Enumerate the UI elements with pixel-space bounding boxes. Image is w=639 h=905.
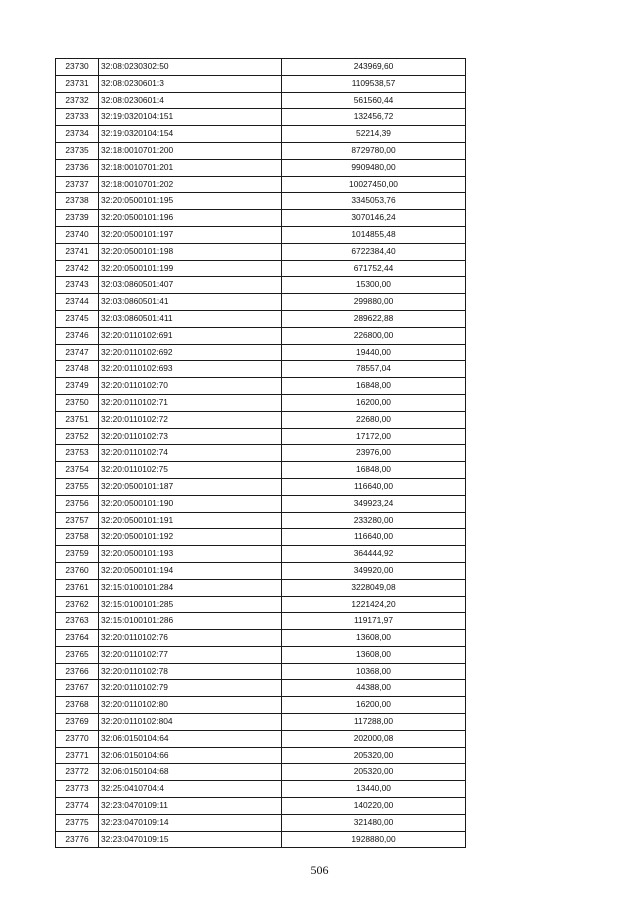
row-number-cell: 23756 [56,495,99,512]
row-number-cell: 23752 [56,428,99,445]
cadastral-number-cell: 32:18:0010701:200 [99,142,282,159]
row-number-cell: 23771 [56,747,99,764]
row-number-cell: 23758 [56,529,99,546]
registry-table-body [56,59,466,848]
table-row [56,646,466,663]
cadastral-number-cell: 32:20:0110102:73 [99,428,282,445]
table-row [56,59,466,76]
row-number-cell: 23734 [56,126,99,143]
cadastral-number-cell: 32:20:0500101:191 [99,512,282,529]
value-cell: 202000,08 [282,730,466,747]
value-cell: 561560,44 [282,92,466,109]
row-number-cell: 23754 [56,462,99,479]
row-number-cell: 23730 [56,59,99,76]
value-cell: 1928880,00 [282,831,466,848]
cadastral-number-cell: 32:08:0230302:50 [99,59,282,76]
cadastral-number-cell: 32:23:0470109:15 [99,831,282,848]
row-number-cell: 23743 [56,277,99,294]
table-row [56,109,466,126]
value-cell: 13608,00 [282,630,466,647]
table-row [56,210,466,227]
cadastral-number-cell: 32:23:0470109:14 [99,814,282,831]
value-cell: 78557,04 [282,361,466,378]
value-cell: 349920,00 [282,562,466,579]
table-row [56,730,466,747]
row-number-cell: 23757 [56,512,99,529]
value-cell: 22680,00 [282,411,466,428]
table-row [56,243,466,260]
row-number-cell: 23775 [56,814,99,831]
row-number-cell: 23759 [56,546,99,563]
table-row [56,596,466,613]
table-row [56,277,466,294]
cadastral-number-cell: 32:20:0110102:692 [99,344,282,361]
value-cell: 233280,00 [282,512,466,529]
value-cell: 16200,00 [282,394,466,411]
row-number-cell: 23732 [56,92,99,109]
table-row [56,411,466,428]
table-row [56,159,466,176]
cadastral-number-cell: 32:19:0320104:154 [99,126,282,143]
cadastral-number-cell: 32:20:0110102:693 [99,361,282,378]
row-number-cell: 23755 [56,478,99,495]
row-number-cell: 23768 [56,697,99,714]
cadastral-number-cell: 32:15:0100101:285 [99,596,282,613]
table-row [56,697,466,714]
row-number-cell: 23764 [56,630,99,647]
table-row [56,193,466,210]
cadastral-number-cell: 32:03:0860501:41 [99,294,282,311]
table-row [56,226,466,243]
row-number-cell: 23763 [56,613,99,630]
cadastral-number-cell: 32:20:0110102:74 [99,445,282,462]
row-number-cell: 23749 [56,378,99,395]
value-cell: 8729780,00 [282,142,466,159]
cadastral-number-cell: 32:20:0110102:78 [99,663,282,680]
value-cell: 226800,00 [282,327,466,344]
value-cell: 117288,00 [282,714,466,731]
value-cell: 16848,00 [282,378,466,395]
value-cell: 205320,00 [282,747,466,764]
row-number-cell: 23741 [56,243,99,260]
row-number-cell: 23739 [56,210,99,227]
row-number-cell: 23753 [56,445,99,462]
value-cell: 9909480,00 [282,159,466,176]
cadastral-number-cell: 32:20:0110102:79 [99,680,282,697]
table-row [56,680,466,697]
value-cell: 13440,00 [282,781,466,798]
table-row [56,75,466,92]
row-number-cell: 23762 [56,596,99,613]
row-number-cell: 23748 [56,361,99,378]
cadastral-number-cell: 32:20:0110102:75 [99,462,282,479]
cadastral-number-cell: 32:20:0500101:190 [99,495,282,512]
value-cell: 1109538,57 [282,75,466,92]
cadastral-number-cell: 32:15:0100101:284 [99,579,282,596]
cadastral-number-cell: 32:20:0110102:71 [99,394,282,411]
table-row [56,579,466,596]
value-cell: 364444,92 [282,546,466,563]
cadastral-number-cell: 32:03:0860501:411 [99,310,282,327]
row-number-cell: 23761 [56,579,99,596]
table-row [56,478,466,495]
table-row [56,781,466,798]
value-cell: 671752,44 [282,260,466,277]
table-row [56,798,466,815]
table-row [56,529,466,546]
table-row [56,562,466,579]
cadastral-number-cell: 32:25:0410704:4 [99,781,282,798]
row-number-cell: 23733 [56,109,99,126]
table-row [56,546,466,563]
table-row [56,747,466,764]
cadastral-number-cell: 32:15:0100101:286 [99,613,282,630]
table-row [56,361,466,378]
value-cell: 10368,00 [282,663,466,680]
row-number-cell: 23745 [56,310,99,327]
table-row [56,630,466,647]
value-cell: 17172,00 [282,428,466,445]
table-row [56,310,466,327]
cadastral-number-cell: 32:18:0010701:201 [99,159,282,176]
value-cell: 52214,39 [282,126,466,143]
table-row [56,92,466,109]
table-row [56,126,466,143]
value-cell: 23976,00 [282,445,466,462]
value-cell: 349923,24 [282,495,466,512]
row-number-cell: 23770 [56,730,99,747]
table-row [56,462,466,479]
value-cell: 19440,00 [282,344,466,361]
row-number-cell: 23766 [56,663,99,680]
row-number-cell: 23740 [56,226,99,243]
cadastral-number-cell: 32:20:0500101:199 [99,260,282,277]
cadastral-number-cell: 32:20:0500101:192 [99,529,282,546]
cadastral-number-cell: 32:20:0500101:194 [99,562,282,579]
cadastral-number-cell: 32:08:0230601:4 [99,92,282,109]
cadastral-number-cell: 32:08:0230601:3 [99,75,282,92]
value-cell: 205320,00 [282,764,466,781]
value-cell: 1221424,20 [282,596,466,613]
table-row [56,663,466,680]
row-number-cell: 23736 [56,159,99,176]
row-number-cell: 23767 [56,680,99,697]
table-row [56,260,466,277]
row-number-cell: 23731 [56,75,99,92]
registry-table [55,58,466,848]
table-row [56,428,466,445]
cadastral-number-cell: 32:20:0110102:72 [99,411,282,428]
row-number-cell: 23746 [56,327,99,344]
table-row [56,327,466,344]
value-cell: 289622,88 [282,310,466,327]
cadastral-number-cell: 32:06:0150104:68 [99,764,282,781]
cadastral-number-cell: 32:20:0500101:196 [99,210,282,227]
row-number-cell: 23744 [56,294,99,311]
cadastral-number-cell: 32:20:0500101:195 [99,193,282,210]
value-cell: 3345053,76 [282,193,466,210]
row-number-cell: 23742 [56,260,99,277]
value-cell: 119171,97 [282,613,466,630]
cadastral-number-cell: 32:20:0110102:804 [99,714,282,731]
table-row [56,831,466,848]
value-cell: 16200,00 [282,697,466,714]
cadastral-number-cell: 32:20:0500101:197 [99,226,282,243]
row-number-cell: 23773 [56,781,99,798]
value-cell: 140220,00 [282,798,466,815]
cadastral-number-cell: 32:20:0110102:70 [99,378,282,395]
value-cell: 116640,00 [282,478,466,495]
cadastral-number-cell: 32:20:0500101:193 [99,546,282,563]
cadastral-number-cell: 32:20:0500101:198 [99,243,282,260]
value-cell: 13608,00 [282,646,466,663]
cadastral-number-cell: 32:03:0860501:407 [99,277,282,294]
table-row [56,613,466,630]
value-cell: 299880,00 [282,294,466,311]
table-row [56,394,466,411]
row-number-cell: 23776 [56,831,99,848]
value-cell: 321480,00 [282,814,466,831]
value-cell: 10027450,00 [282,176,466,193]
row-number-cell: 23737 [56,176,99,193]
cadastral-number-cell: 32:20:0500101:187 [99,478,282,495]
row-number-cell: 23760 [56,562,99,579]
value-cell: 3228049,08 [282,579,466,596]
table-row [56,294,466,311]
cadastral-number-cell: 32:06:0150104:64 [99,730,282,747]
row-number-cell: 23751 [56,411,99,428]
cadastral-number-cell: 32:19:0320104:151 [99,109,282,126]
value-cell: 3070146,24 [282,210,466,227]
page-number: 506 [310,863,329,877]
value-cell: 1014855,48 [282,226,466,243]
table-row [56,814,466,831]
cadastral-number-cell: 32:06:0150104:66 [99,747,282,764]
row-number-cell: 23772 [56,764,99,781]
row-number-cell: 23769 [56,714,99,731]
table-row [56,512,466,529]
value-cell: 132456,72 [282,109,466,126]
value-cell: 243969,60 [282,59,466,76]
table-row [56,344,466,361]
cadastral-number-cell: 32:18:0010701:202 [99,176,282,193]
value-cell: 16848,00 [282,462,466,479]
cadastral-number-cell: 32:20:0110102:77 [99,646,282,663]
table-row [56,176,466,193]
table-row [56,142,466,159]
row-number-cell: 23747 [56,344,99,361]
cadastral-number-cell: 32:20:0110102:76 [99,630,282,647]
value-cell: 15300,00 [282,277,466,294]
table-row [56,495,466,512]
row-number-cell: 23735 [56,142,99,159]
cadastral-number-cell: 32:23:0470109:11 [99,798,282,815]
table-row [56,764,466,781]
cadastral-number-cell: 32:20:0110102:691 [99,327,282,344]
value-cell: 6722384,40 [282,243,466,260]
value-cell: 116640,00 [282,529,466,546]
value-cell: 44388,00 [282,680,466,697]
row-number-cell: 23765 [56,646,99,663]
table-row [56,378,466,395]
table-row [56,714,466,731]
cadastral-number-cell: 32:20:0110102:80 [99,697,282,714]
row-number-cell: 23738 [56,193,99,210]
row-number-cell: 23750 [56,394,99,411]
row-number-cell: 23774 [56,798,99,815]
table-row [56,445,466,462]
